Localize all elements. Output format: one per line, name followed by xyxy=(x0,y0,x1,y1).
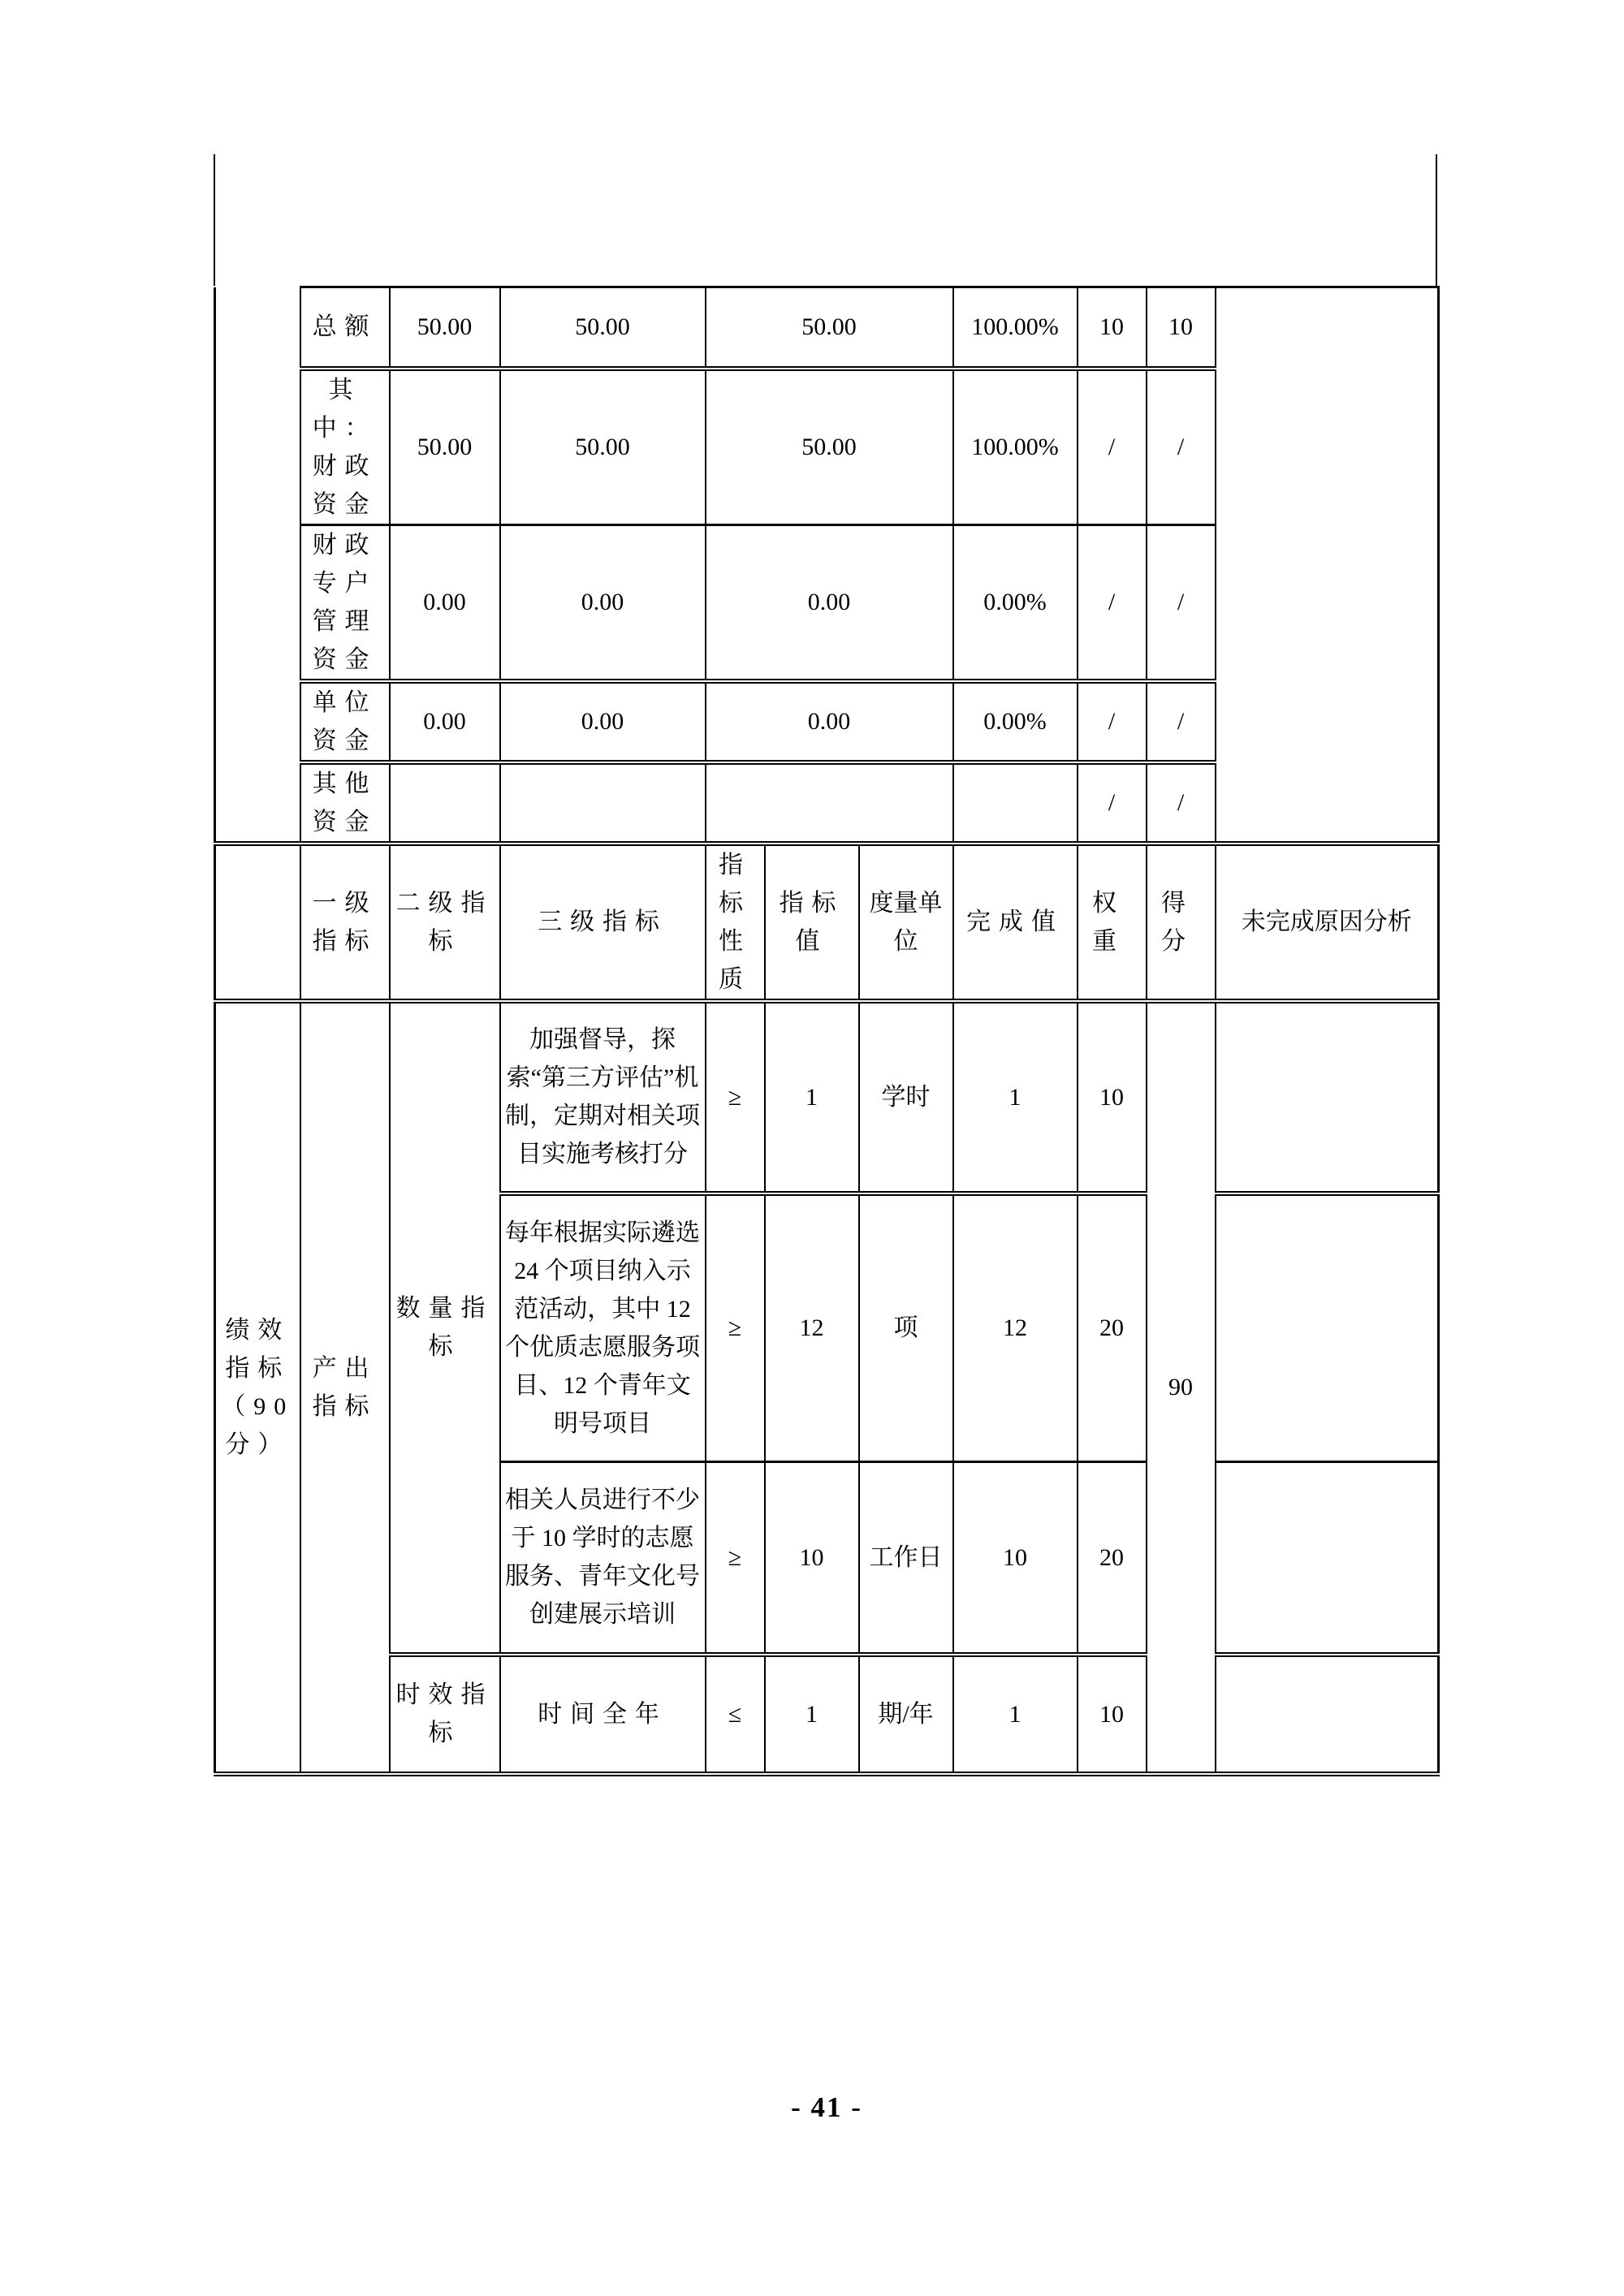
funding-weight: / xyxy=(1078,681,1147,762)
funding-budget: 50.00 xyxy=(390,287,500,369)
reason-cell xyxy=(1216,1001,1439,1193)
reason-cell xyxy=(1216,1655,1439,1774)
reason-cell xyxy=(1216,1193,1439,1462)
weight-cell: 10 xyxy=(1078,1001,1147,1193)
table-left-continuation-line xyxy=(214,154,215,286)
unit-cell: 学时 xyxy=(859,1001,953,1193)
header-done: 完成值 xyxy=(953,844,1078,1001)
nature-cell: ≥ xyxy=(706,1193,765,1462)
funding-rate: 100.00% xyxy=(953,287,1078,369)
funding-actual: 50.00 xyxy=(706,369,953,525)
funding-final xyxy=(500,762,706,841)
funding-score: / xyxy=(1147,762,1216,841)
page-number: - 41 - xyxy=(791,2091,862,2123)
reason-cell xyxy=(1216,1462,1439,1655)
nature-cell: ≤ xyxy=(706,1655,765,1774)
indicator-table xyxy=(214,841,1440,1776)
done-cell: 1 xyxy=(953,1655,1078,1774)
funding-weight: 10 xyxy=(1078,287,1147,369)
weight-cell: 10 xyxy=(1078,1655,1147,1774)
target-cell: 10 xyxy=(765,1462,859,1655)
funding-score: / xyxy=(1147,524,1216,681)
funding-rate: 0.00% xyxy=(953,524,1078,681)
funding-actual: 0.00 xyxy=(706,681,953,762)
performance-table xyxy=(214,286,1440,1776)
header-spacer-cell xyxy=(215,844,300,1001)
level3-group-quantity: 数量指标 xyxy=(390,1001,500,1655)
funding-label: 财政专户管理资金 xyxy=(300,524,390,681)
header-level1: 一级指标 xyxy=(300,844,390,1001)
header-score: 得分 xyxy=(1147,844,1216,1001)
funding-label: 总额 xyxy=(300,287,390,369)
funding-actual: 50.00 xyxy=(706,287,953,369)
funding-actual: 0.00 xyxy=(706,524,953,681)
level3-text: 每年根据实际遴选 24 个项目纳入示范活动，其中 12 个优质志愿服务项目、12 个青年文明号项目 xyxy=(500,1193,706,1462)
funding-score: / xyxy=(1147,369,1216,525)
funding-label: 其中：财政资金 xyxy=(300,369,390,525)
total-score-cell: 90 xyxy=(1147,1001,1216,1774)
unit-cell: 项 xyxy=(859,1193,953,1462)
nature-cell: ≥ xyxy=(706,1001,765,1193)
level3-text: 时间全年 xyxy=(500,1655,706,1774)
funding-budget: 0.00 xyxy=(390,524,500,681)
indicator-row xyxy=(215,1001,1439,1193)
funding-side-cell xyxy=(215,287,300,841)
target-cell: 1 xyxy=(765,1655,859,1774)
level2-cell: 产出指标 xyxy=(300,1001,390,1774)
funding-label: 单位资金 xyxy=(300,681,390,762)
unit-cell: 工作日 xyxy=(859,1462,953,1655)
target-cell: 1 xyxy=(765,1001,859,1193)
funding-final: 50.00 xyxy=(500,287,706,369)
funding-budget: 0.00 xyxy=(390,681,500,762)
done-cell: 10 xyxy=(953,1462,1078,1655)
target-cell: 12 xyxy=(765,1193,859,1462)
unit-cell: 期/年 xyxy=(859,1655,953,1774)
header-level2: 二级指标 xyxy=(390,844,500,1001)
indicator-row xyxy=(215,1655,1439,1774)
done-cell: 12 xyxy=(953,1193,1078,1462)
funding-final: 50.00 xyxy=(500,369,706,525)
funding-actual xyxy=(706,762,953,841)
funding-rate xyxy=(953,762,1078,841)
done-cell: 1 xyxy=(953,1001,1078,1193)
weight-cell: 20 xyxy=(1078,1462,1147,1655)
header-level3: 三级指标 xyxy=(500,844,706,1001)
funding-rate: 100.00% xyxy=(953,369,1078,525)
funding-budget: 50.00 xyxy=(390,369,500,525)
funding-reason-cell xyxy=(1216,287,1439,841)
funding-weight: / xyxy=(1078,524,1147,681)
funding-rate: 0.00% xyxy=(953,681,1078,762)
funding-weight: / xyxy=(1078,369,1147,525)
header-reason: 未完成原因分析 xyxy=(1216,844,1439,1001)
funding-final: 0.00 xyxy=(500,681,706,762)
level1-cell: 绩效指标（90分） xyxy=(215,1001,300,1774)
table-row xyxy=(215,287,1439,369)
level3-text: 相关人员进行不少于 10 学时的志愿服务、青年文化号创建展示培训 xyxy=(500,1462,706,1655)
funding-budget xyxy=(390,762,500,841)
level3-group-time: 时效指标 xyxy=(390,1655,500,1774)
table-right-continuation-line xyxy=(1436,154,1437,286)
weight-cell: 20 xyxy=(1078,1193,1147,1462)
funding-table xyxy=(214,286,1440,841)
indicator-header-row xyxy=(215,844,1439,1001)
funding-score: 10 xyxy=(1147,287,1216,369)
header-unit: 度量单位 xyxy=(859,844,953,1001)
header-weight: 权重 xyxy=(1078,844,1147,1001)
funding-label: 其他资金 xyxy=(300,762,390,841)
header-nature: 指标性质 xyxy=(706,844,765,1001)
nature-cell: ≥ xyxy=(706,1462,765,1655)
header-target: 指标值 xyxy=(765,844,859,1001)
funding-weight: / xyxy=(1078,762,1147,841)
funding-final: 0.00 xyxy=(500,524,706,681)
funding-score: / xyxy=(1147,681,1216,762)
level3-text: 加强督导，探索“第三方评估”机制，定期对相关项目实施考核打分 xyxy=(500,1001,706,1193)
